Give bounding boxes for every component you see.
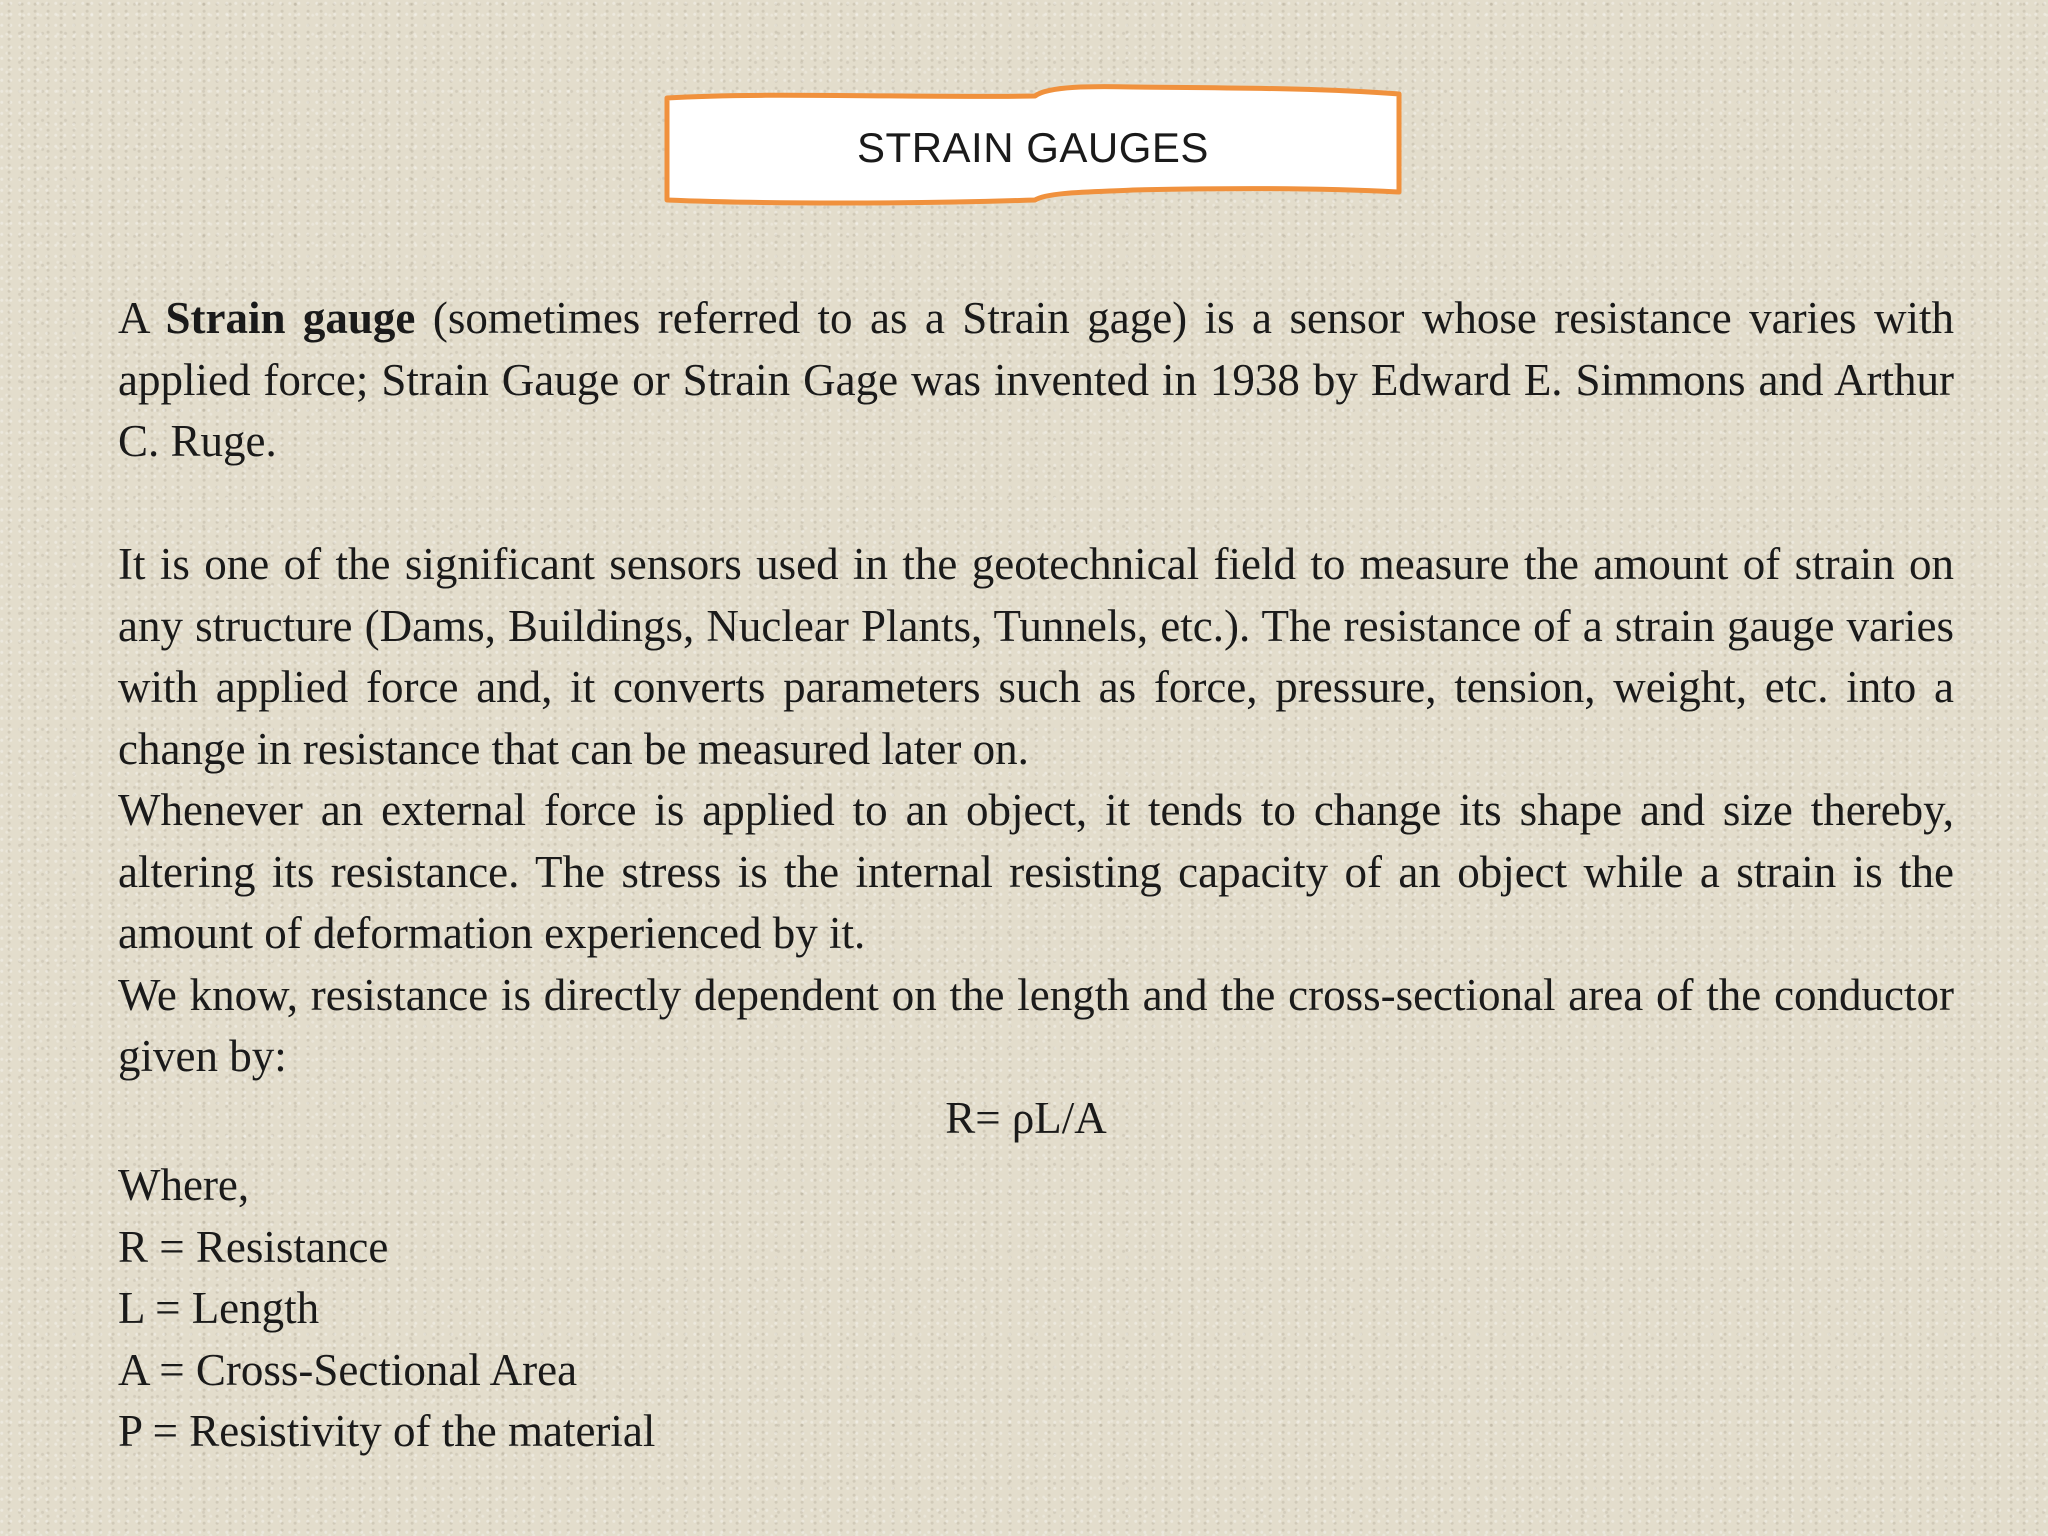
- intro-paragraph: [118, 288, 1954, 473]
- content: [118, 288, 1954, 1463]
- body-paragraph-1: It is one of the significant sensors used in the geotechnical field to measure the amount of strain on any structure (Dams, Buildings, Nuclear Plants, Tunnels, etc.). The resistance of a strain gauge varies with applied force and, it converts parameters such as force, pressure, tension, weight, etc. into a change in resistance that can be measured later on.: [118, 539, 1954, 774]
- intro-term: Strain gauge: [165, 293, 416, 343]
- where-label: Where,: [118, 1160, 250, 1210]
- definition-item: A = Cross-Sectional Area: [118, 1344, 578, 1395]
- definition-item: R = Resistance: [118, 1221, 389, 1272]
- intro-prefix: A: [118, 293, 166, 343]
- intro-rest: (sometimes referred to as a Strain gage) is a sensor whose resistance varies with applied force; Strain Gauge or Strain Gage was invented in 1938 by Edward E. Simmons and Arthur C. Ruge.: [118, 293, 1954, 466]
- resistance-formula: R= ρL/A: [945, 1092, 1107, 1143]
- definition-item: L = Length: [118, 1283, 320, 1333]
- page-title: STRAIN GAUGES: [857, 124, 1209, 171]
- definition-item: P = Resistivity of the material: [118, 1406, 656, 1456]
- where-block: [118, 1155, 1954, 1463]
- title-banner: [663, 84, 1403, 208]
- body-paragraph-2: Whenever an external force is applied to an object, it tends to change its shape and size thereby, altering its resistance. The stress is the internal resisting capacity of an object while a strain is the amount of deformation experienced by it.: [118, 785, 1954, 958]
- body-paragraph-3: We know, resistance is directly dependent on the length and the cross-sectional area of the conductor given by:: [118, 969, 1954, 1081]
